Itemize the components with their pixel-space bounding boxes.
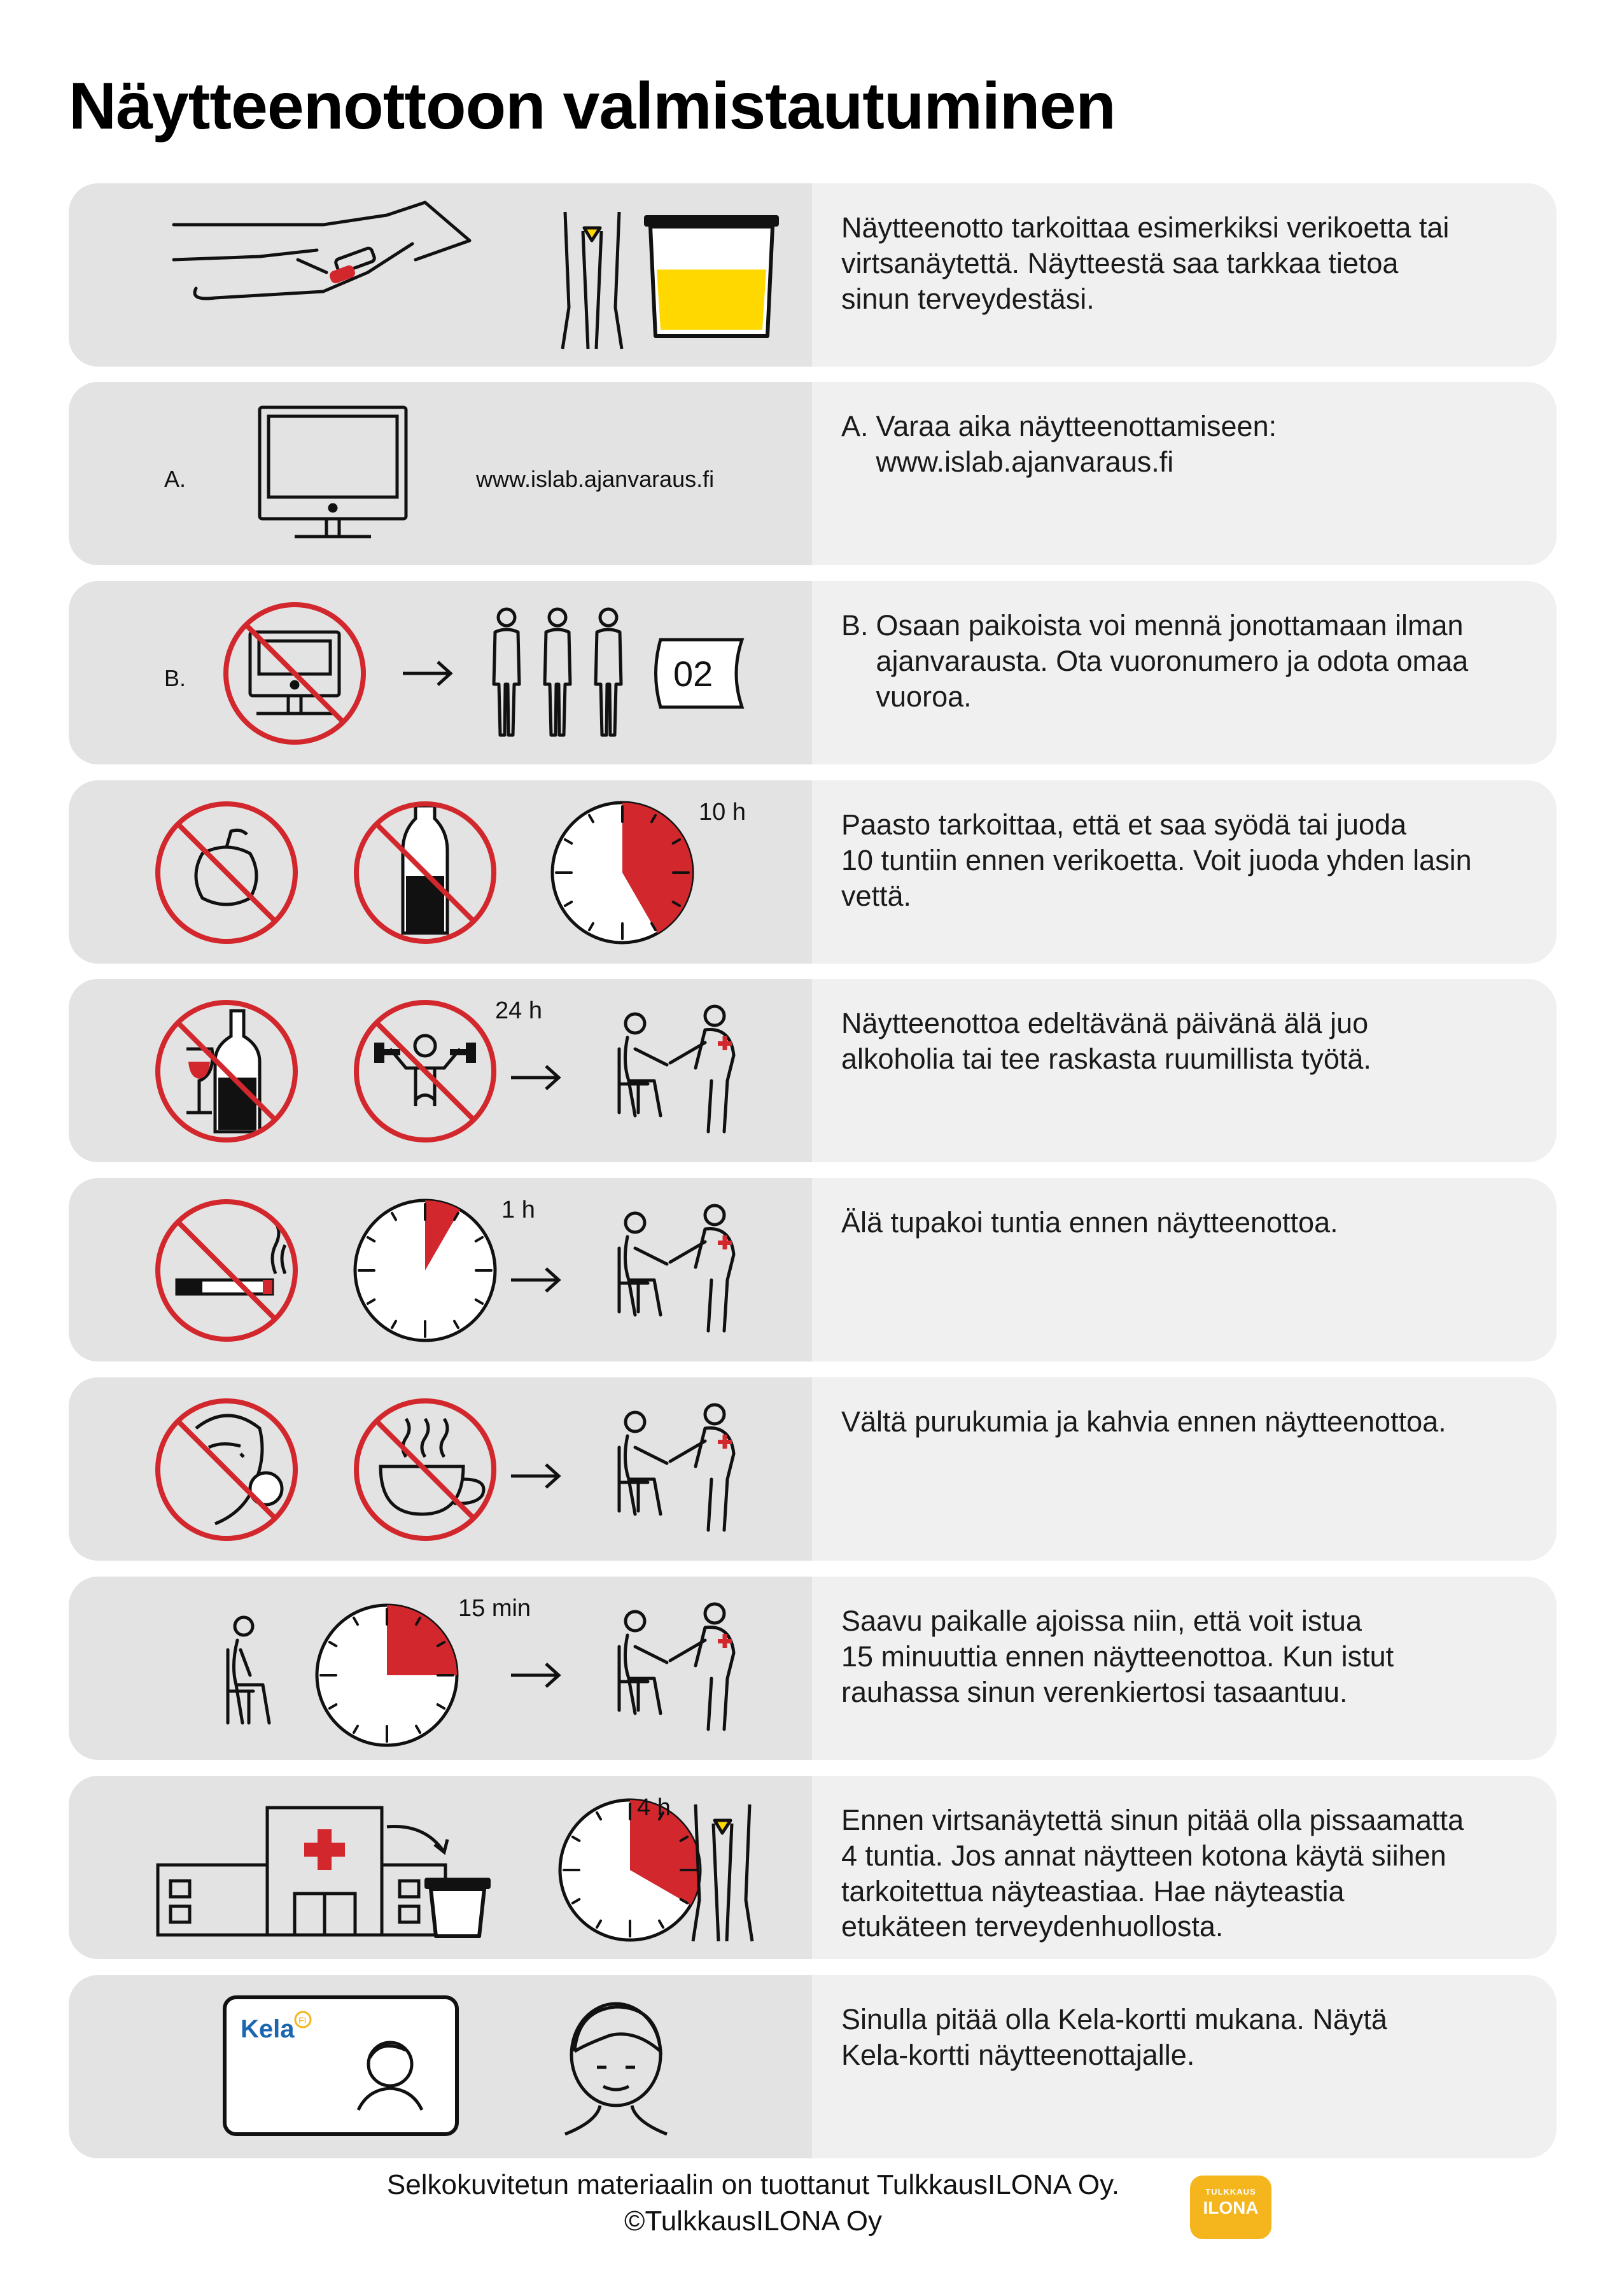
instruction-row (69, 183, 1557, 367)
option-letter: A. (164, 466, 186, 492)
instruction-row (69, 581, 1557, 764)
illustration (69, 382, 812, 565)
text-line: Sinulla pitää olla Kela-kortti mukana. Näytä (841, 2003, 1387, 2035)
illustration-panel (69, 1178, 812, 1361)
sample-cup-icon (644, 215, 779, 336)
instruction-text (812, 1577, 1557, 1760)
sampling-situation-icon (619, 1006, 734, 1132)
clock-icon (552, 803, 692, 943)
option-letter: B. (841, 609, 869, 642)
instruction-row (69, 1178, 1557, 1361)
text-line: Kela-kortti näytteenottajalle. (841, 2038, 1195, 2071)
logo-bottom-text: ILONA (1203, 2198, 1259, 2218)
no-food-icon (158, 804, 295, 941)
illustration (69, 581, 812, 764)
instruction-text (812, 979, 1557, 1162)
text-line: Paasto tarkoittaa, että et saa syödä tai juoda (841, 808, 1407, 841)
text-line: Näytteenotto tarkoittaa esimerkiksi verikoetta tai (841, 211, 1450, 244)
clock-label: 1 h (501, 1197, 535, 1223)
footer-credit: Selkokuvitetun materiaalin on tuottanut TulkkausILONA Oy. (386, 2169, 1120, 2200)
sample-cup-icon (424, 1878, 491, 1936)
text-line: 10 tuntiin ennen verikoetta. Voit juoda yhden lasin (841, 843, 1472, 876)
no-exercise-icon (356, 1002, 494, 1140)
text-line: Osaan paikoista voi mennä jonottamaan ilman (876, 609, 1464, 642)
sampling-situation-icon (619, 1405, 734, 1530)
no-drink-icon (356, 804, 494, 941)
instruction-text (812, 780, 1557, 964)
computer-monitor-icon (260, 407, 406, 537)
text-line: Varaa aika näytteenottamiseen: (876, 410, 1277, 442)
illustration-panel (69, 1975, 812, 2158)
text-line: ajanvarausta. Ota vuoronumero ja odota omaa (876, 644, 1469, 677)
blood-draw-icon (174, 202, 470, 299)
no-chewing-gum-icon (158, 1401, 295, 1538)
no-alcohol-icon (158, 1002, 295, 1140)
illustration-panel (69, 382, 812, 565)
text-line: Vältä purukumia ja kahvia ennen näytteenottoa. (841, 1405, 1446, 1438)
arrow-right-icon (511, 1664, 559, 1687)
clock-label: 4 h (637, 1794, 671, 1821)
text-line: Saavu paikalle ajoissa niin, että voit istua (841, 1605, 1362, 1637)
illustration-panel (69, 1577, 812, 1760)
illustration (69, 780, 812, 964)
duration-label: 24 h (495, 997, 542, 1024)
instruction-row (69, 1577, 1557, 1760)
clock-label: 15 min (458, 1595, 531, 1622)
instruction-text (812, 1975, 1557, 2158)
text-line: 15 minuuttia ennen näytteenottoa. Kun istut (841, 1640, 1394, 1673)
illustration (69, 1975, 812, 2158)
option-letter: B. (164, 665, 186, 691)
logo-top-text: TULKKAUS (1205, 2187, 1256, 2197)
illustration (69, 1577, 812, 1760)
svg-text:FI: FI (298, 2015, 307, 2025)
queue-people-icon (494, 609, 621, 735)
text-line: sinun terveydestäsi. (841, 282, 1095, 315)
instruction-text (812, 382, 1557, 565)
text-line: vuoroa. (876, 680, 972, 713)
clock-icon (355, 1200, 495, 1340)
text-line: www.islab.ajanvaraus.fi (876, 445, 1174, 478)
page-title: Näytteenottoon valmistautuminen (69, 69, 1116, 143)
illustration-panel (69, 780, 812, 964)
illustration (69, 1178, 812, 1361)
instruction-text (812, 1377, 1557, 1561)
curved-arrow-icon (387, 1827, 447, 1853)
text-line: etukäteen terveydenhuollosta. (841, 1910, 1224, 1943)
clock-label: 10 h (699, 799, 746, 826)
sampling-situation-icon (619, 1604, 734, 1729)
sampling-situation-icon (619, 1206, 734, 1331)
illustration-panel (69, 183, 812, 367)
instruction-row (69, 780, 1557, 964)
illustration-panel (69, 979, 812, 1162)
arrow-right-icon (511, 1465, 559, 1487)
text-line: tarkoitettua näyteastiaa. Hae näyteastia (841, 1874, 1345, 1908)
illustration (69, 979, 812, 1162)
instruction-text (812, 1178, 1557, 1361)
text-line: vettä. (841, 879, 912, 912)
svg-text:02: 02 (673, 654, 713, 694)
arrow-right-icon (403, 662, 451, 685)
illustration (69, 1776, 812, 1959)
svg-text:Kela: Kela (241, 2015, 295, 2043)
person-face-icon (565, 2004, 667, 2134)
seated-person-icon (228, 1617, 269, 1723)
no-computer-icon (226, 605, 363, 742)
text-line: alkoholia tai tee raskasta ruumillista työtä. (841, 1042, 1371, 1075)
text-line: Älä tupakoi tuntia ennen näytteenottoa. (841, 1206, 1338, 1239)
no-smoking-icon (158, 1202, 295, 1339)
instruction-text (812, 183, 1557, 367)
arrow-right-icon (511, 1066, 559, 1089)
footer-copyright: ©TulkkausILONA Oy (624, 2205, 882, 2237)
clock-icon (560, 1800, 700, 1940)
text-line: virtsanäytettä. Näytteestä saa tarkkaa tietoa (841, 246, 1399, 279)
tulkkausilona-logo (1190, 2176, 1271, 2239)
no-coffee-icon (356, 1401, 494, 1538)
instruction-text (812, 581, 1557, 764)
illustration-panel (69, 1776, 812, 1959)
instruction-text (812, 1776, 1557, 1959)
instruction-row (69, 382, 1557, 565)
person-urine-icon (693, 1804, 752, 1941)
instruction-row (69, 1776, 1557, 1959)
clock-icon (317, 1605, 457, 1745)
instruction-row (69, 1377, 1557, 1561)
illustration (69, 1377, 812, 1561)
arrow-right-icon (511, 1269, 559, 1291)
kela-card-icon (225, 1997, 457, 2134)
booking-url: www.islab.ajanvaraus.fi (476, 466, 715, 492)
instruction-row (69, 979, 1557, 1162)
queue-ticket-icon (656, 640, 743, 707)
illustration (69, 183, 812, 367)
illustration-panel (69, 581, 812, 764)
option-letter: A. (841, 410, 869, 442)
person-urine-icon (563, 212, 622, 349)
text-line: rauhassa sinun verenkiertosi tasaantuu. (841, 1675, 1348, 1708)
illustration-panel (69, 1377, 812, 1561)
text-line: 4 tuntia. Jos annat näytteen kotona käytä siihen (841, 1839, 1446, 1872)
text-line: Ennen virtsanäytettä sinun pitää olla pissaamatta (841, 1804, 1464, 1836)
footer (0, 2167, 1624, 2239)
instruction-row (69, 1975, 1557, 2158)
text-line: Näytteenottoa edeltävänä päivänä älä juo (841, 1007, 1369, 1039)
